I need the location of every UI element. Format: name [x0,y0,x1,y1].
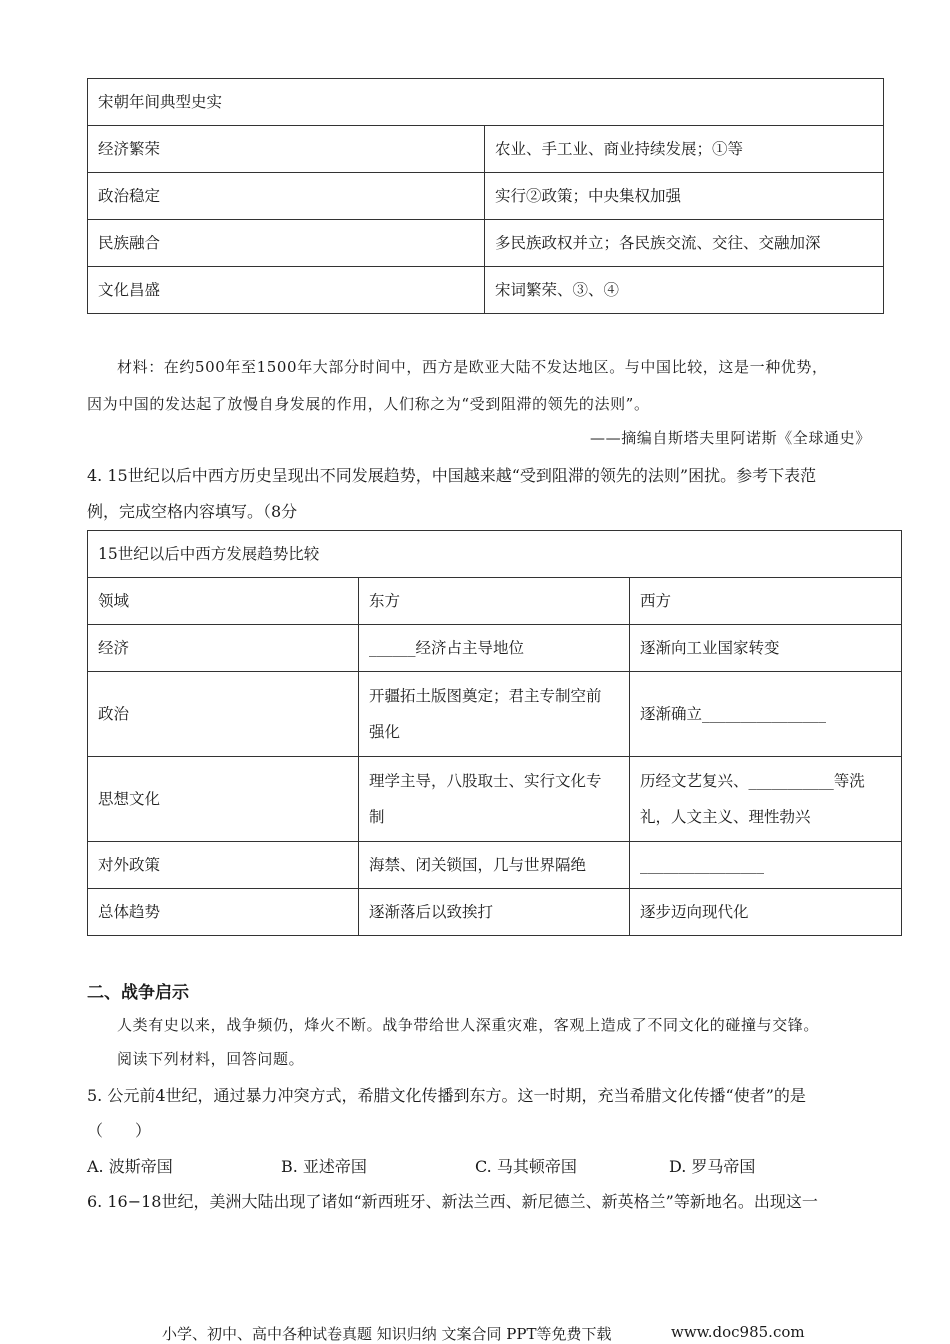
table-cell [630,757,902,842]
table-cell: 逐渐向工业国家转变 [630,625,902,672]
material-line: 材料：在约500年至1500年大部分时间中，西方是欧亚大陆不发达地区。与中国比较，这是一种优势， [117,358,828,376]
table-cell: 对外政策 [88,842,359,889]
table-title: 15世纪以后中西方发展趋势比较 [88,531,902,578]
cell-line: 历经文艺复兴、___________等洗 [640,772,865,790]
table-cell: 逐步迈向现代化 [630,889,902,936]
table-cell: 宋词繁荣、③、④ [485,267,884,314]
answer-parentheses: （ ） [87,1121,152,1140]
question-6: 6. 16−18世纪，美洲大陆出现了诸如“新西班牙、新法兰西、新尼德兰、新英格兰”等新地名。出现这一 [87,1192,818,1211]
table-row [88,672,902,757]
material-line: 因为中国的发达起了放慢自身发展的作用，人们称之为“受到阻滞的领先的法则”。 [87,395,650,413]
table-title: 宋朝年间典型史实 [88,79,884,126]
footer-text: 小学、初中、高中各种试卷真题 知识归纳 文案合同 PPT等免费下载 [162,1325,612,1343]
option-a: A. 波斯帝国 [87,1157,173,1176]
table-cell [359,757,630,842]
table-row [88,842,902,889]
table-cell: 政治 [88,672,359,757]
question-4: 4. 15世纪以后中西方历史呈现出不同发展趋势，中国越来越“受到阻滞的领先的法则”困扰。参考下表范 [87,466,817,485]
table-cell: 农业、手工业、商业持续发展；①等 [485,126,884,173]
table-row [88,531,902,578]
table-row [88,625,902,672]
table-cell: 思想文化 [88,757,359,842]
table-header-cell: 领域 [88,578,359,625]
table-cell: ________________ [630,842,902,889]
option-d: D. 罗马帝国 [669,1157,756,1176]
cell-line: 礼，人文主义、理性勃兴 [640,808,811,826]
table-row [88,173,884,220]
east-west-comparison-table [87,530,902,936]
question-5: 5. 公元前4世纪，通过暴力冲突方式，希腊文化传播到东方。这一时期，充当希腊文化传播“使者”的是 [87,1086,806,1105]
question-4-cont: 例，完成空格内容填写。（8分 [87,502,298,521]
song-dynasty-table [87,78,884,314]
table-row [88,220,884,267]
table-row [88,267,884,314]
table-cell: 政治稳定 [88,173,485,220]
table-cell: 文化昌盛 [88,267,485,314]
section-intro: 阅读下列材料，回答问题。 [117,1050,305,1068]
table-cell: 经济繁荣 [88,126,485,173]
cell-line: 理学主导，八股取士、实行文化专 [369,772,602,790]
table-row [88,79,884,126]
section-intro: 人类有史以来，战争频仍，烽火不断。战争带给世人深重灾难，客观上造成了不同文化的碰撞与交锋。 [117,1016,820,1034]
table-header-cell: 西方 [630,578,902,625]
table-cell: 多民族政权并立；各民族交流、交往、交融加深 [485,220,884,267]
table-cell: 经济 [88,625,359,672]
table-row [88,889,902,936]
footer-url[interactable]: www.doc985.com [671,1323,805,1341]
table-cell [359,672,630,757]
table-cell: 逐渐确立________________ [630,672,902,757]
table-row [88,578,902,625]
table-row [88,126,884,173]
table-row [88,757,902,842]
option-b: B. 亚述帝国 [281,1157,367,1176]
cell-line: 制 [369,808,385,826]
cell-line: 强化 [369,723,401,741]
table-header-cell: 东方 [359,578,630,625]
section-heading: 二、战争启示 [87,983,189,1003]
option-c: C. 马其顿帝国 [475,1157,577,1176]
table-cell: 实行②政策；中央集权加强 [485,173,884,220]
table-cell: ______经济占主导地位 [359,625,630,672]
table-cell: 逐渐落后以致挨打 [359,889,630,936]
table-cell: 海禁、闭关锁国，几与世界隔绝 [359,842,630,889]
table-cell: 总体趋势 [88,889,359,936]
table-cell: 民族融合 [88,220,485,267]
material-source: ——摘编自斯塔夫里阿诺斯《全球通史》 [590,429,871,447]
cell-line: 开疆拓土版图奠定；君主专制空前 [369,687,602,705]
